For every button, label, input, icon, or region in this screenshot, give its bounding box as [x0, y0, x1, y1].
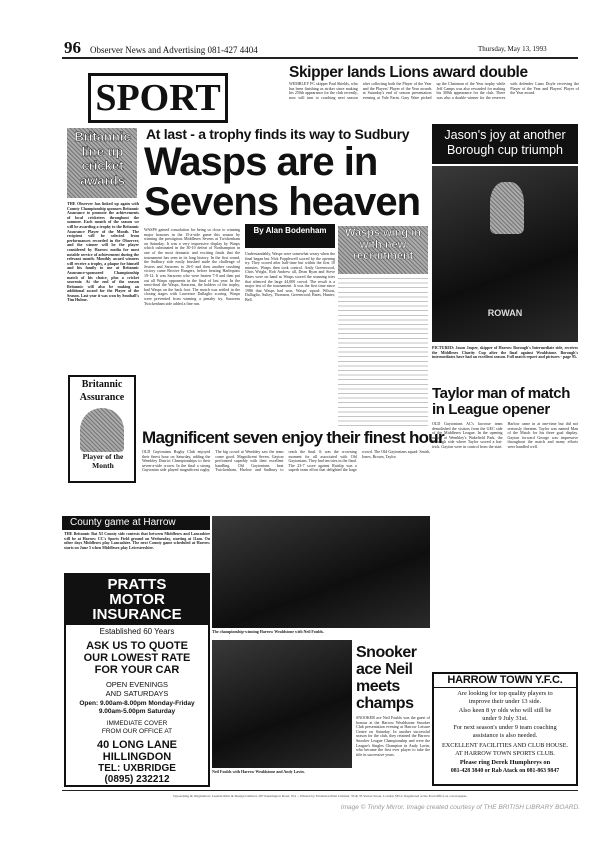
jason-caption: Jason's joy at another Borough cup triumph: [432, 124, 578, 164]
wasps-col2: Understandably, Wasps were somewhat weary when the final began but Nick Popplewell scored by the opening try. They scored after half-time but within the first 10 minutes. Wasps then took control. Andy Greenwood, Chris Wright, Rob Andrew all, Dean Ryan and Steve Bates were on hand as Wasps scored the stunning tries that silenced the large 44,000 crowd. The result is a major test of the tournament. It was the first time since 1986 that Wasps had won. Wasps' squad: Wilson, Dallaglio, Sultey, Thomson, Greenwood, Bates, Hunter, Bell.: [245, 252, 335, 302]
hrfc-line10: 081-428 3840 or Rab Atack on 081-863 9847: [450, 768, 560, 774]
jason-photo-shirt: ROWAN: [487, 308, 523, 318]
wasps-col1: WASPS gained consolation for being so close to winning major honours in the 15-a-side game this season by winning the prestigious Middlesex Sevens at Twickenham on Saturday. It was a very impressive display by Wasps which culminated in the 30-10 defeat of Northampton in one of the most dramatic and exciting finals that the tournament has seen in its long history. In the first round, the Sudbury side easily brushed aside the challenge of Jesters and Saracens to 26-0 and then another crushing victory came Bective Rangers, before beating Harlequins 19-12. It was Saracens who were beaten 7-0 and then put out all Wasps opponents in the final of last year. In the semi-final the Wasps, Saracens, the holders of the trophy, had Wasps on the back foot. The match was settled in the closing stages with Lawrence Dallaglio scoring. Wasps were prevented from winning a penalty try. Saracens Twickenham side added a fine run.: [144, 228, 240, 306]
page-number: 96: [64, 38, 81, 57]
wasps-headline: Wasps are in Sevens heaven: [144, 140, 421, 224]
section-sport: SPORT: [88, 73, 228, 123]
paper-name: Observer News and Advertising 081-427 4404: [90, 45, 258, 55]
pratts-cover1: IMMEDIATE COVER: [106, 720, 168, 727]
neil-photo: [212, 640, 352, 768]
pratts-addr2: HILLINGDON: [102, 751, 172, 763]
pratts-hours2: 9.00am-5.00pm Saturday: [98, 708, 176, 715]
county-body: THE Britannic Bat XI County side contests that between Middlesex and Lancashire will be at Harrow CC's Sports Field ground on Wednesday, starting at 11am. On other days Middlesex play Lancashire. The next County game scheduled at Harrow starts on June 5 when Middlesex play Leicestershire.: [64, 532, 210, 550]
trophy-in-photo: [490, 182, 524, 234]
at-last-headline: At last - a trophy finds its way to Sudbury: [146, 126, 410, 142]
jason-body: PICTURED: Jason Jasper, skipper of Harrow Borough's Intermediate side, receives the Middlesex Charity Cup after the final against Wealdstone. Borough's intermediates have had an excellent season. Full match report and pictures - page 95.: [432, 346, 578, 360]
pratts-tel1: TEL: UXBRIDGE: [98, 763, 176, 774]
hrfc-line9: Please ring Derek Humphreys on: [459, 759, 551, 766]
magnificent-headline: Magnificent seven enjoy their finest hour: [142, 428, 444, 447]
hrfc-line6: assistance is also needed.: [472, 732, 538, 739]
hrfc-line7: EXCELLENT FACILITIES AND CLUB HOUSE.: [441, 742, 569, 749]
pratts-open2: AND SATURDAYS: [105, 689, 169, 698]
neil-caption: Neil Foulds with Harrow Wealdstone and Andy Lavin.: [212, 769, 305, 774]
trophy-figure: [80, 408, 124, 452]
hrfc-line2: improve their under 13 side.: [468, 698, 542, 705]
hrfc-line5: For next season's under 9 team coaching: [453, 724, 557, 731]
pratts-title3: INSURANCE: [92, 606, 182, 623]
pratts-title2: MOTOR: [109, 591, 165, 608]
britannic-title: Britannic line up cricket awards: [74, 129, 131, 188]
pratts-cover2: FROM OUR OFFICE AT: [101, 728, 173, 735]
hrfc-line3: Also keen 8 yr olds who will still be: [458, 707, 552, 714]
hrfc-line8: AT HARROW TOWN SPORTS CLUB.: [455, 750, 555, 757]
britannic-logo-line1: Britannic: [81, 379, 123, 390]
wasps-byline: By Alan Bodenham: [245, 224, 335, 248]
watermark: Image © Trinity Mirror. Image created courtesy of THE BRITISH LIBRARY BOARD.: [340, 804, 580, 811]
skipper-headline: Skipper lands Lions award double: [289, 64, 528, 81]
footer-imprint: Typesetting & Origination: Leaside Print & Design Limited, 287 Kennington Road, W4 ... Printed by Tenterden Print Limited, 33 & 35 Sutton Street, London SE12. Registered at the Post Office as a newspaper.: [172, 794, 468, 798]
skipper-body: WEMBLEY FC skipper Paul Shields, who has been finishing as striker since making his 250th appearance for the club recently, now will turn to coaching next season after collecting both the Player of the Year and the Players' Player of the Year awards at Saturday's end of season presentation evening at Vale Farm. Gary Ware picked up the Chairman of the Year trophy while Jeff Camps was also rewarded for making his 300th appearance for the club. There was also a double winner for the reserves with defender Liam Doyle receiving the Player of the Year and Players' Player of the Year award.: [289, 82, 579, 100]
wasps-wing-headline: Wasps wing in with new recruitment: [345, 227, 421, 262]
pratts-title1: PRATTS: [107, 576, 167, 593]
britannic-logo-line3: Player of the Month: [82, 452, 124, 470]
pratts-ask1: ASK US TO QUOTE: [86, 640, 188, 652]
hrfc-line1: Are looking for top quality players to: [457, 690, 553, 697]
issue-date: Thursday, May 13, 1993: [478, 45, 547, 53]
pratts-addr1: 40 LONG LANE: [96, 739, 178, 751]
harrow-caption: The championship-winning Harrow Wealdstone with Neil Foulds.: [212, 629, 324, 634]
hrfc-line4: under 9 July 31st.: [482, 715, 528, 722]
magnificent-body: OLD Gaytonians Rugby Club enjoyed their finest hour on Saturday, adding the Wembley District Championships to their seven-a-side crown. In the final a strong Gaytonian side played magnificent rugby. The big crowd at Wembley saw the team come good. Magnificent Seven, Gayton performed superbly with their excellent handling. Old Gaytonians beat Twickenham, Harlow and Sudbury to reach the final. It was the crowning moment for all associated with Old Gaytonians. They had ten tries in the final. The 23-7 score against Ruislip was a superb team effort that delighted the large crowd. The Old Gaytonians squad: Smith, Jones, Brown, Taylor.: [142, 450, 430, 473]
pratts-tel2: (0895) 232212: [104, 774, 170, 785]
snooker-headline: Snooker ace Neil meets champs: [356, 644, 417, 712]
pratts-hours1: Open: 9.00am-8.00pm Monday-Friday: [79, 700, 195, 707]
britannic-body: THE Observer has linked up again with County Championship sponsors Britannic Assurance to promote the achievements of local cricketers throughout the summer. Each month of the season we will be awarding a trophy to the Britannic Assurance Player of the Month. The recipient will be selected from performances recorded in the Observer, and the winner will be the player considered by Harrow media for most notable service of achievement during the relevant month. Monthly award winners will receive a trophy, a plaque for himself and his family to use at Britannic Assurance-sponsored Championship match of his choice, plus a cricket souvenir. At the end of the season Britannic will also be making an additional award for the Player of the Season. Last year it was won by Southall's Tim Hulme.: [67, 202, 139, 303]
harrow-team-photo: [212, 516, 430, 628]
pratts-open1: OPEN EVENINGS: [105, 680, 169, 689]
taylor-body: OLD Gaytonians AC's lacrosse team demolished the visitors from the GEC side of the Middlesex League. In the opening match at Wembley's Wakefield Park, the Borough side where Taylor scored a hat-trick. Gayton were in control from the start. Harlow came in at one-time but did not seriously threaten. Taylor was named Man of the Match for his three goal display. Gayton forward George was impressive throughout the match and many efforts were handled well.: [432, 422, 578, 449]
wasps-wing-text: [338, 278, 428, 428]
county-title: County game at Harrow: [62, 516, 210, 530]
hrfc-title: HARROW TOWN Y.F.C.: [434, 674, 576, 688]
snooker-body: SNOOKER ace Neil Foulds was the guest of honour at the Harrow Wealdstone Snooker Club presentation evening at Harrow Leisure Centre on Saturday. In another successful season for the club, they retained the Harrow Snooker League Championship and were the League's Singles Champion in Andy Lavin, who became the first ever player to take the title in successive years.: [356, 716, 430, 757]
pratts-ask3: FOR YOUR CAR: [94, 664, 180, 676]
britannic-logo-line2: Assurance: [79, 392, 125, 403]
pratts-established: Established 60 Years: [99, 627, 175, 636]
pratts-ask2: OUR LOWEST RATE: [83, 652, 191, 664]
taylor-headline: Taylor man of match in League opener: [432, 385, 570, 418]
